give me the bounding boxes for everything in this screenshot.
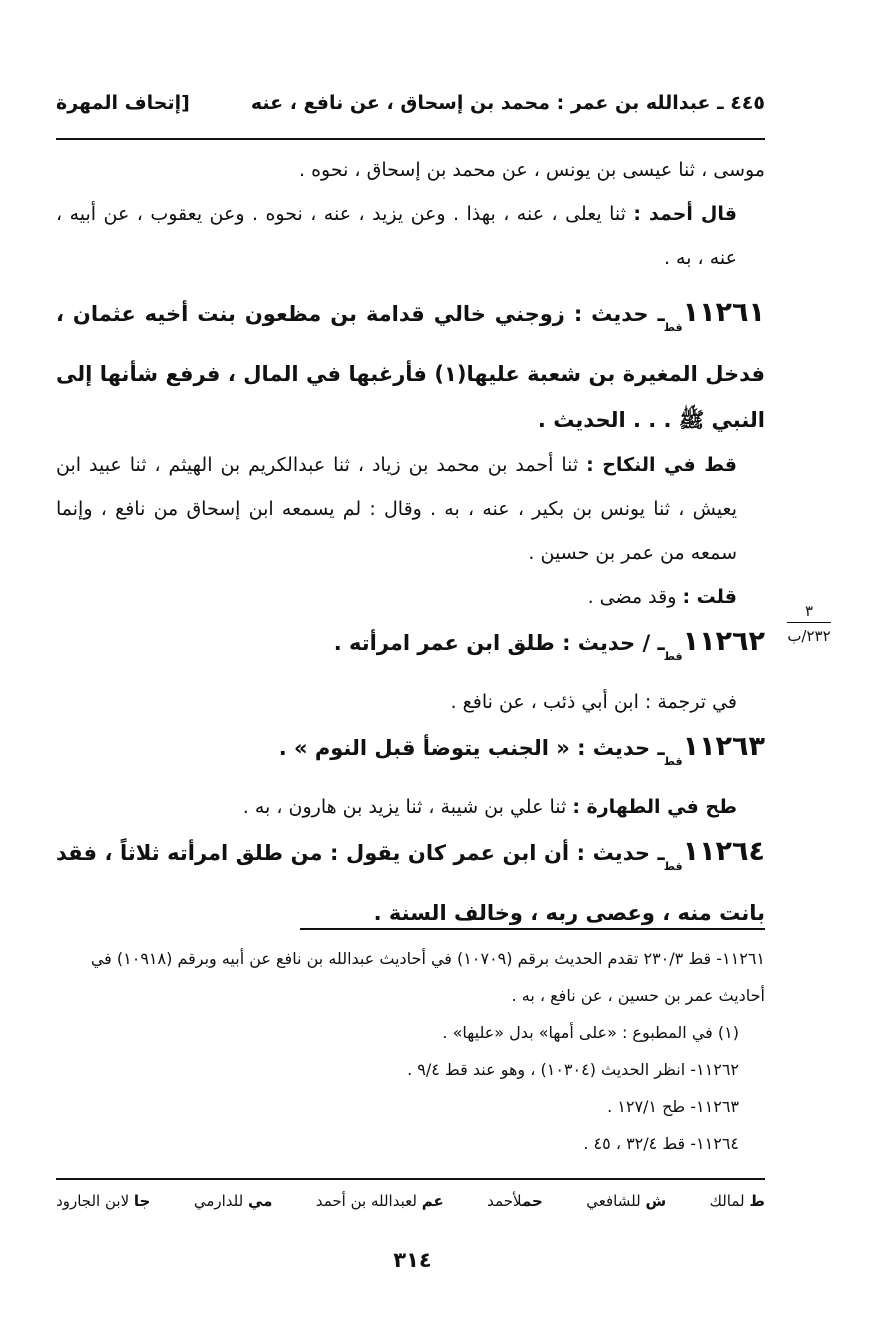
abbreviation-item: مي للدارمي bbox=[193, 1192, 273, 1210]
footnote-divider bbox=[300, 928, 765, 930]
hadith-11262 bbox=[56, 619, 765, 680]
hadith-source bbox=[56, 785, 765, 829]
paragraph-label: قال أحمد : bbox=[633, 203, 737, 225]
source-code: قط bbox=[664, 321, 683, 334]
header-book-title: [إتحاف المهرة bbox=[56, 92, 190, 114]
header-title: ٤٤٥ ـ عبدالله بن عمر : محمد بن إسحاق ، عن نافع ، عنه bbox=[250, 92, 765, 114]
hadith-number: ١١٢٦٣ bbox=[682, 731, 765, 762]
source-text: ثنا علي بن شيبة ، ثنا يزيد بن هارون ، به . bbox=[242, 796, 573, 818]
source-label: طح في الطهارة : bbox=[572, 796, 737, 818]
header-divider bbox=[56, 138, 765, 140]
footnote: ١١٢٦٣- طح ١٢٧/١ . bbox=[607, 1097, 739, 1116]
source-code: قط bbox=[664, 650, 683, 663]
abbreviation-item: جا لابن الجارود bbox=[56, 1192, 151, 1210]
hadith-11263 bbox=[56, 724, 765, 785]
hadith-number: ١١٢٦١ bbox=[682, 297, 765, 328]
note-label: قلت : bbox=[682, 586, 737, 608]
footnote: (١) في المطبوع : «على أمها» بدل «عليها» . bbox=[442, 1023, 739, 1042]
footnote: ١١٢٦٤- قط ٣٢/٤ ، ٤٥ . bbox=[583, 1134, 739, 1153]
hadith-text: ـ / حديث : طلق ابن عمر امرأته . bbox=[333, 631, 665, 655]
page-number: ٣١٤ bbox=[393, 1248, 432, 1272]
main-text bbox=[56, 148, 765, 936]
abbreviation-item: ط لمالك bbox=[709, 1192, 765, 1210]
text-line: موسى ، ثنا عيسى بن يونس ، عن محمد بن إسحاق ، نحوه . bbox=[298, 159, 765, 181]
hadith-text: ـ حديث : « الجنب يتوضأ قبل النوم » . bbox=[278, 736, 665, 760]
abbreviations-key bbox=[56, 1192, 765, 1210]
hadith-number: ١١٢٦٢ bbox=[682, 626, 765, 657]
footnote: ١١٢٦١- قط ٢٣٠/٣ تقدم الحديث برقم (١٠٧٠٩) في أحاديث عبدالله بن نافع عن أبيه وبرقم (١٠٩١٨) في أحاديث عمر بن حسين ، عن نافع ، به . bbox=[90, 949, 765, 1005]
source-text: ثنا أحمد بن محمد بن زياد ، ثنا عبدالكريم بن الهيثم ، ثنا عبيد ابن يعيش ، ثنا يونس بن بكير ، عنه ، به . وقال : لم يسمعه ابن إسحاق من نافع ، وإنما سمعه من عمر بن حسين . bbox=[56, 454, 737, 564]
margin-folio-note bbox=[779, 600, 839, 647]
hadith-source bbox=[56, 443, 765, 575]
hadith-source: في ترجمة : ابن أبي ذئب ، عن نافع . bbox=[450, 691, 737, 713]
hadith-note bbox=[56, 575, 765, 619]
footnote: ١١٢٦٢- انظر الحديث (١٠٣٠٤) ، وهو عند قط ٩/٤ . bbox=[407, 1060, 739, 1079]
hadith-text: ـ حديث : أن ابن عمر كان يقول : من طلق امرأته ثلاثاً ، فقد بانت منه ، وعصى ربه ، وخالف السنة . bbox=[56, 841, 765, 925]
abbreviation-item: حملأحمد bbox=[487, 1192, 543, 1210]
source-code: قط bbox=[664, 755, 683, 768]
abbreviation-item: عم لعبدالله بن أحمد bbox=[315, 1192, 444, 1210]
running-header bbox=[56, 86, 765, 120]
note-text: وقد مضى . bbox=[587, 586, 683, 608]
source-label: قط في النكاح : bbox=[586, 454, 738, 476]
text-paragraph bbox=[56, 192, 765, 280]
paragraph-text: ثنا يعلى ، عنه ، بهذا . وعن يزيد ، عنه ، نحوه . وعن يعقوب ، عن أبيه ، عنه ، به . bbox=[56, 203, 737, 269]
source-code: قط bbox=[664, 860, 683, 873]
abbreviation-item: ش للشافعي bbox=[586, 1192, 667, 1210]
abbreviations-divider bbox=[56, 1178, 765, 1180]
hadith-11264 bbox=[56, 829, 765, 936]
hadith-number: ١١٢٦٤ bbox=[682, 836, 765, 867]
margin-volume: ٣ bbox=[804, 602, 814, 620]
hadith-11261 bbox=[56, 290, 765, 443]
margin-folio: ٢٣٢/ب bbox=[787, 622, 830, 647]
footnotes bbox=[56, 940, 765, 1162]
hadith-text: ـ حديث : زوجني خالي قدامة بن مظعون بنت أخيه عثمان ، فدخل المغيرة بن شعبة عليها(١) فأرغبها في المال ، فرفع شأنها إلى النبي ﷺ . . . الحديث . bbox=[56, 302, 766, 432]
